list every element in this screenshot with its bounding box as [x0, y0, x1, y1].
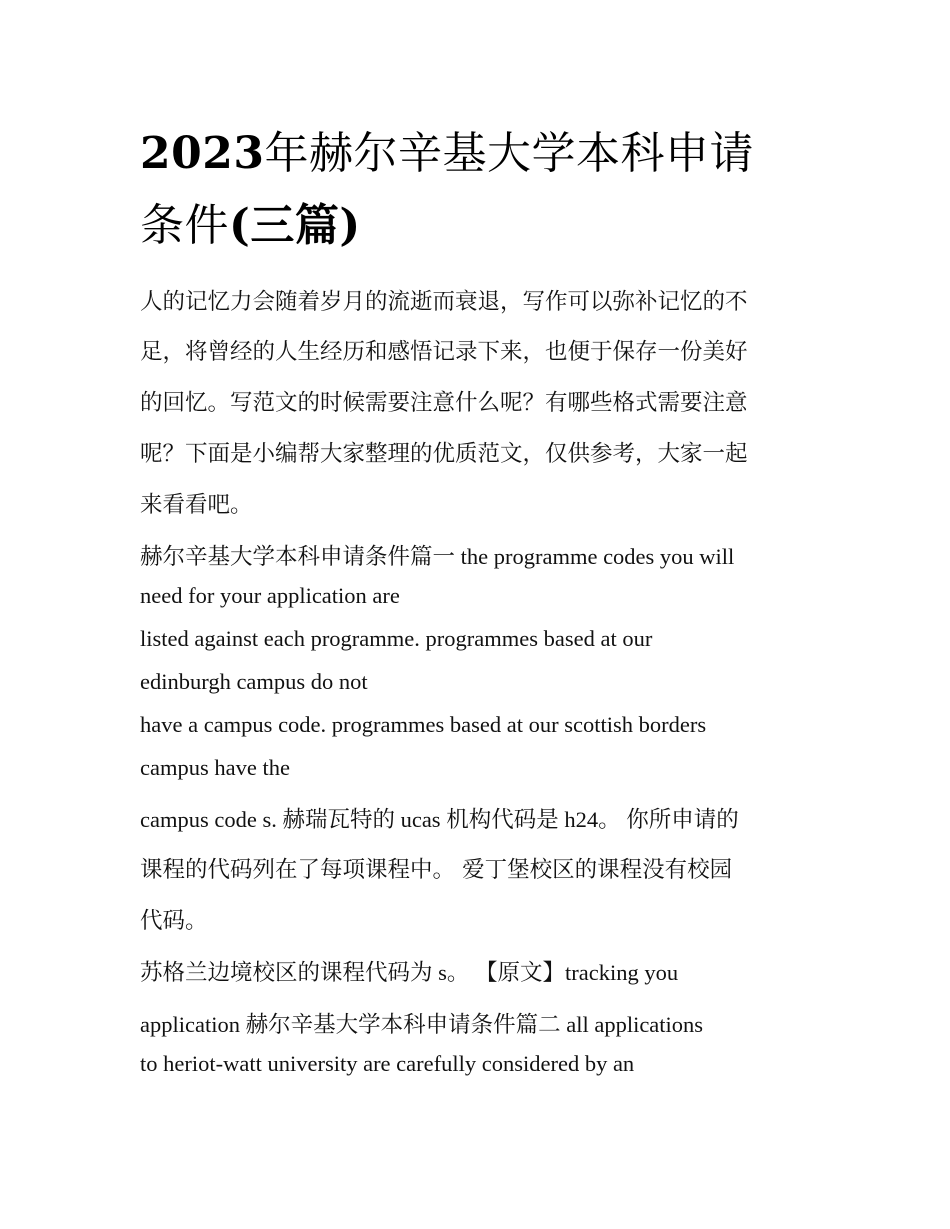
- paragraph-line: 苏格兰边境校区的课程代码为 s。 【原文】tracking you: [140, 960, 679, 985]
- paragraph-line: campus code s. 赫瑞瓦特的 ucas 机构代码是 h24。 你所申请的: [140, 807, 739, 832]
- paragraph-line: have a campus code. programmes based at our scottish borders: [140, 712, 707, 737]
- paragraph-line: 的回忆。写范文的时候需要注意什么呢？有哪些格式需要注意: [140, 390, 748, 416]
- paragraph-line: campus have the: [140, 755, 290, 780]
- paragraph-line: 人的记忆力会随着岁月的流逝而衰退，写作可以弥补记忆的不: [140, 289, 748, 315]
- title-text-part1: 年赫尔辛基大学本科申请: [264, 128, 754, 179]
- paragraph-line: application 赫尔辛基大学本科申请条件篇二 all applications: [140, 1012, 704, 1037]
- paragraph-line: 来看看吧。: [140, 492, 253, 518]
- paragraph-line: 代码。: [140, 908, 208, 934]
- document-title: [140, 118, 830, 262]
- paragraph-line: to heriot-watt university are carefully considered by an: [140, 1051, 635, 1076]
- paragraph-line: 赫尔辛基大学本科申请条件篇一 the programme codes you will: [140, 544, 735, 569]
- paragraph-line: listed against each programme. programmes based at our: [140, 626, 653, 651]
- paragraph-line: 足，将曾经的人生经历和感悟记录下来，也便于保存一份美好: [140, 339, 748, 365]
- paragraph-line: need for your application are: [140, 583, 400, 608]
- title-year: 2023: [140, 128, 265, 179]
- title-text-part2: 条件: [140, 200, 229, 251]
- title-paren: (三篇): [229, 200, 361, 251]
- paragraph-line: 呢？下面是小编帮大家整理的优质范文，仅供参考，大家一起: [140, 441, 748, 467]
- paragraph-line: edinburgh campus do not: [140, 669, 368, 694]
- paragraph-line: 课程的代码列在了每项课程中。 爱丁堡校区的课程没有校园: [140, 857, 733, 883]
